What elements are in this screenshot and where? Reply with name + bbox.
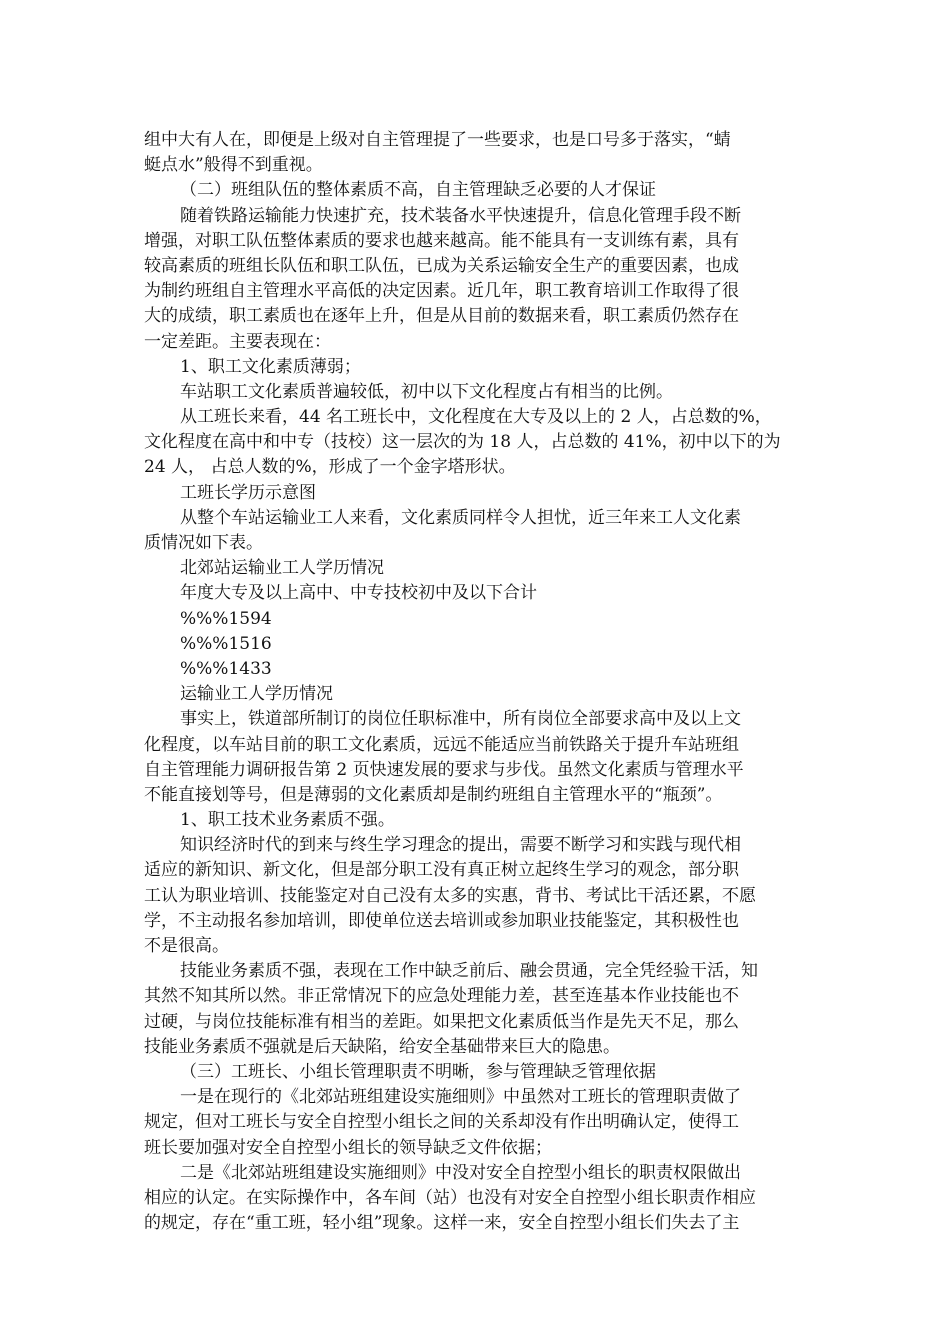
text-line: 一是在现行的《北郊站班组建设实施细则》中虽然对工班长的管理职责做了 — [180, 1087, 741, 1108]
figure-caption: 工班长学历示意图 — [180, 482, 316, 503]
table-caption: 北郊站运输业工人学历情况 — [180, 558, 384, 579]
figure-caption: 运输业工人学历情况 — [180, 684, 333, 705]
text-line: 组中大有人在，即便是上级对自主管理提了一些要求，也是口号多于落实，“蜻 — [144, 130, 731, 150]
text-line: 规定，但对工班长与安全自控型小组长之间的关系却没有作出明确认定，使得工 — [144, 1112, 739, 1133]
text-line: 技能业务素质不强，表现在工作中缺乏前后、融会贯通，完全凭经验干活，知 — [180, 961, 758, 982]
text-line: 增强，对职工队伍整体素质的要求也越来越高。能不能具有一支训练有素，具有 — [144, 230, 739, 251]
text-line: 随着铁路运输能力快速扩充，技术装备水平快速提升，信息化管理手段不断 — [180, 205, 741, 226]
text-line: 相应的认定。在实际操作中，各车间（站）也没有对安全自控型小组长职责作相应 — [144, 1187, 756, 1208]
document-body — [144, 128, 808, 1236]
text-line: 知识经济时代的到来与终生学习理念的提出，需要不断学习和实践与现代相 — [180, 835, 741, 856]
text-line: 二是《北郊站班组建设实施细则》中没对安全自控型小组长的职责权限做出 — [180, 1162, 741, 1183]
text-line: 大的成绩，职工素质也在逐年上升，但是从目前的数据来看，职工素质仍然存在 — [144, 306, 739, 327]
text-line: 文化程度在高中和中专（技校）这一层次的为 18 人，占总数的 41%，初中以下的为 — [144, 432, 781, 453]
text-line: 过硬，与岗位技能标准有相当的差距。如果把文化素质低当作是先天不足，那么 — [144, 1011, 739, 1032]
table-row: %%%1433 — [180, 658, 272, 679]
text-line: 不是很高。 — [144, 936, 229, 956]
text-line: 从整个车站运输业工人来看，文化素质同样令人担忧，近三年来工人文化素 — [180, 507, 741, 528]
text-line: 质情况如下表。 — [144, 533, 263, 553]
table-header-row: 年度大专及以上高中、中专技校初中及以下合计 — [180, 583, 537, 604]
text-line: 化程度，以车站目前的职工文化素质，远远不能适应当前铁路关于提升车站班组 — [144, 734, 739, 755]
text-line: 为制约班组自主管理水平高低的决定因素。近几年，职工教育培训工作取得了很 — [144, 281, 739, 302]
text-line: 适应的新知识、新文化，但是部分职工没有真正树立起终生学习的观念，部分职 — [144, 860, 739, 881]
text-line: 学，不主动报名参加培训，即使单位送去培训或参加职业技能鉴定，其积极性也 — [144, 910, 739, 931]
text-line: 一定差距。主要表现在： — [144, 331, 331, 352]
text-line: 事实上，铁道部所制订的岗位任职标准中，所有岗位全部要求高中及以上文 — [180, 709, 741, 730]
text-line: 蜓点水”般得不到重视。 — [144, 155, 323, 176]
text-line: 车站职工文化素质普遍较低，初中以下文化程度占有相当的比例。 — [180, 381, 673, 402]
section-heading: （二）班组队伍的整体素质不高，自主管理缺乏必要的人才保证 — [180, 180, 656, 201]
text-line: 较高素质的班组长队伍和职工队伍，已成为关系运输安全生产的重要因素，也成 — [144, 255, 739, 276]
table-row: %%%1516 — [180, 633, 272, 654]
text-line: 其然不知其所以然。非正常情况下的应急处理能力差，甚至连基本作业技能也不 — [144, 986, 739, 1007]
text-line: 技能业务素质不强就是后天缺陷，给安全基础带来巨大的隐患。 — [144, 1036, 620, 1057]
list-item-heading: 1、职工技术业务素质不强。 — [180, 810, 395, 831]
list-item-heading: 1、职工文化素质薄弱； — [180, 356, 361, 377]
text-line: 工认为职业培训、技能鉴定对自己没有太多的实惠，背书、考试比干活还累，不愿 — [144, 885, 756, 906]
text-line: 班长要加强对安全自控型小组长的领导缺乏文件依据； — [144, 1137, 552, 1158]
text-line: 不能直接划等号，但是薄弱的文化素质却是制约班组自主管理水平的“瓶颈”。 — [144, 784, 723, 805]
table-row: %%%1594 — [180, 608, 272, 629]
text-line: 从工班长来看，44 名工班长中，文化程度在大专及以上的 2 人，占总数的%， — [180, 407, 772, 428]
text-line: 的规定，存在“重工班，轻小组”现象。这样一来，安全自控型小组长们失去了主 — [144, 1213, 740, 1234]
section-heading: （三）工班长、小组长管理职责不明晰，参与管理缺乏管理依据 — [180, 1061, 656, 1082]
text-line: 自主管理能力调研报告第 2 页快速发展的要求与步伐。虽然文化素质与管理水平 — [144, 759, 744, 780]
text-line: 24 人， 占总人数的%，形成了一个金字塔形状。 — [144, 457, 516, 478]
